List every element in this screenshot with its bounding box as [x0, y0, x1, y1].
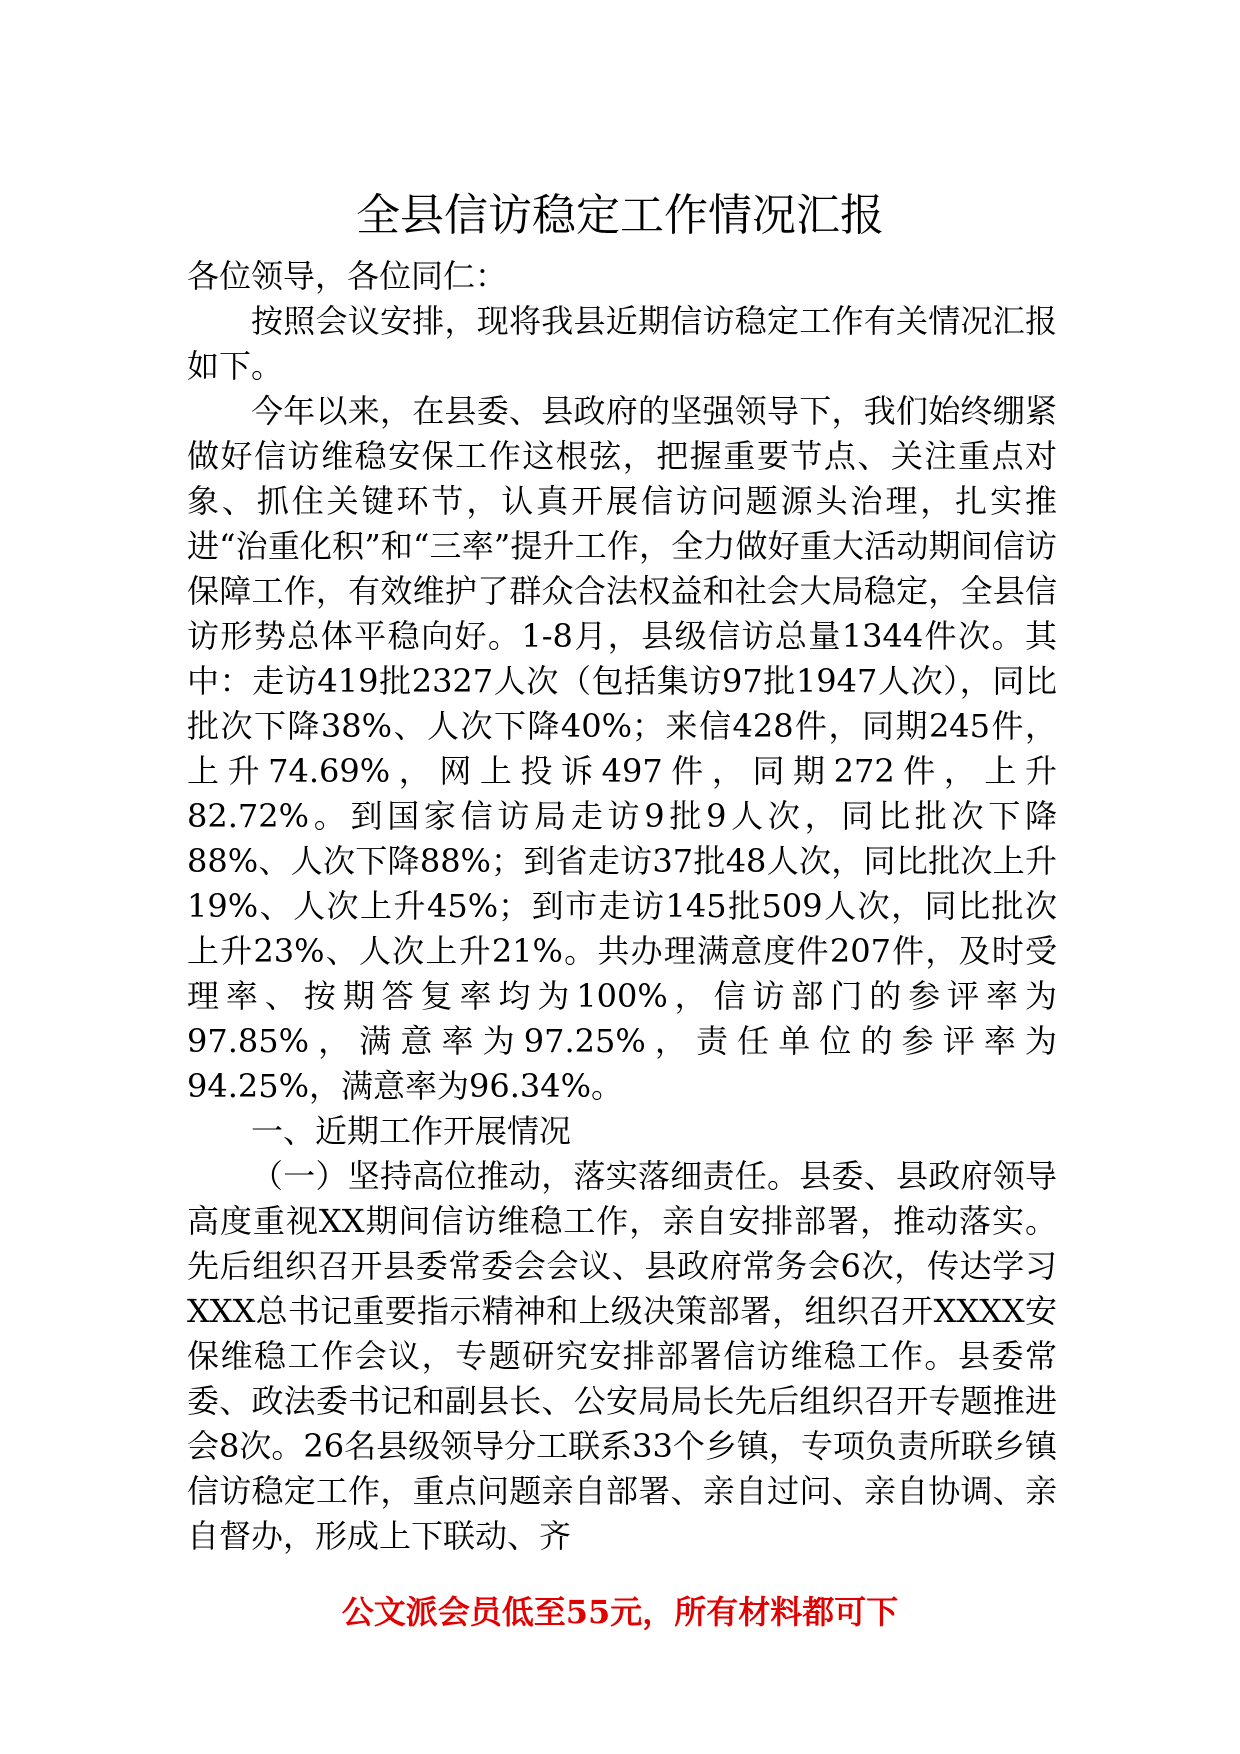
intro-paragraph: 按照会议安排，现将我县近期信访稳定工作有关情况汇报如下。 — [187, 302, 1057, 385]
document-title: 全县信访稳定工作情况汇报 — [356, 190, 884, 241]
salutation: 各位领导，各位同仁： — [187, 257, 508, 295]
overview-paragraph: 今年以来，在县委、县政府的坚强领导下，我们始终绷紧做好信访维稳安保工作这根弦，把握重要节点、关注重点对象、抓住关键环节，认真开展信访问题源头治理，扎实推进“治重化积”和“三率”提升工作，全力做好重大活动期间信访保障工作，有效维护了群众合法权益和社会大局稳定，全县信访形势总体平稳向好。1-8月，县级信访总量1344件次。其中：走访419批2327人次（包括集访97批1947人次），同比批次下降38%、人次下降40%；来信428件，同期245件，上升74.69%，网上投诉497件，同期272件，上升82.72%。到国家信访局走访9批9人次，同比批次下降88%、人次下降88%；到省走访37批48人次，同比批次上升19%、人次上升45%；到市走访145批509人次，同比批次上升23%、人次上升21%。共办理满意度件207件，及时受理率、按期答复率均为100%，信访部门的参评率为97.85%，满意率为97.25%，责任单位的参评率为94.25%，满意率为96.34%。 — [187, 392, 1057, 1105]
subsection-paragraph: （一）坚持高位推动，落实落细责任。县委、县政府领导高度重视XX期间信访维稳工作，亲自安排部署，推动落实。先后组织召开县委常委会会议、县政府常务会6次，传达学习XXX总书记重要指示精神和上级决策部署，组织召开XXXX安保维稳工作会议，专题研究安排部署信访维稳工作。县委常委、政法委书记和副县长、公安局局长先后组织召开专题推进会8次。26名县级领导分工联系33个乡镇，专项负责所联乡镇信访稳定工作，重点问题亲自部署、亲自过问、亲自协调、亲自督办，形成上下联动、齐 — [187, 1157, 1057, 1555]
document-body — [187, 254, 1057, 1559]
section-heading: 一、近期工作开展情况 — [251, 1112, 572, 1150]
footer-ad-banner: 公文派会员低至55元，所有材料都可下 — [341, 1593, 899, 1631]
